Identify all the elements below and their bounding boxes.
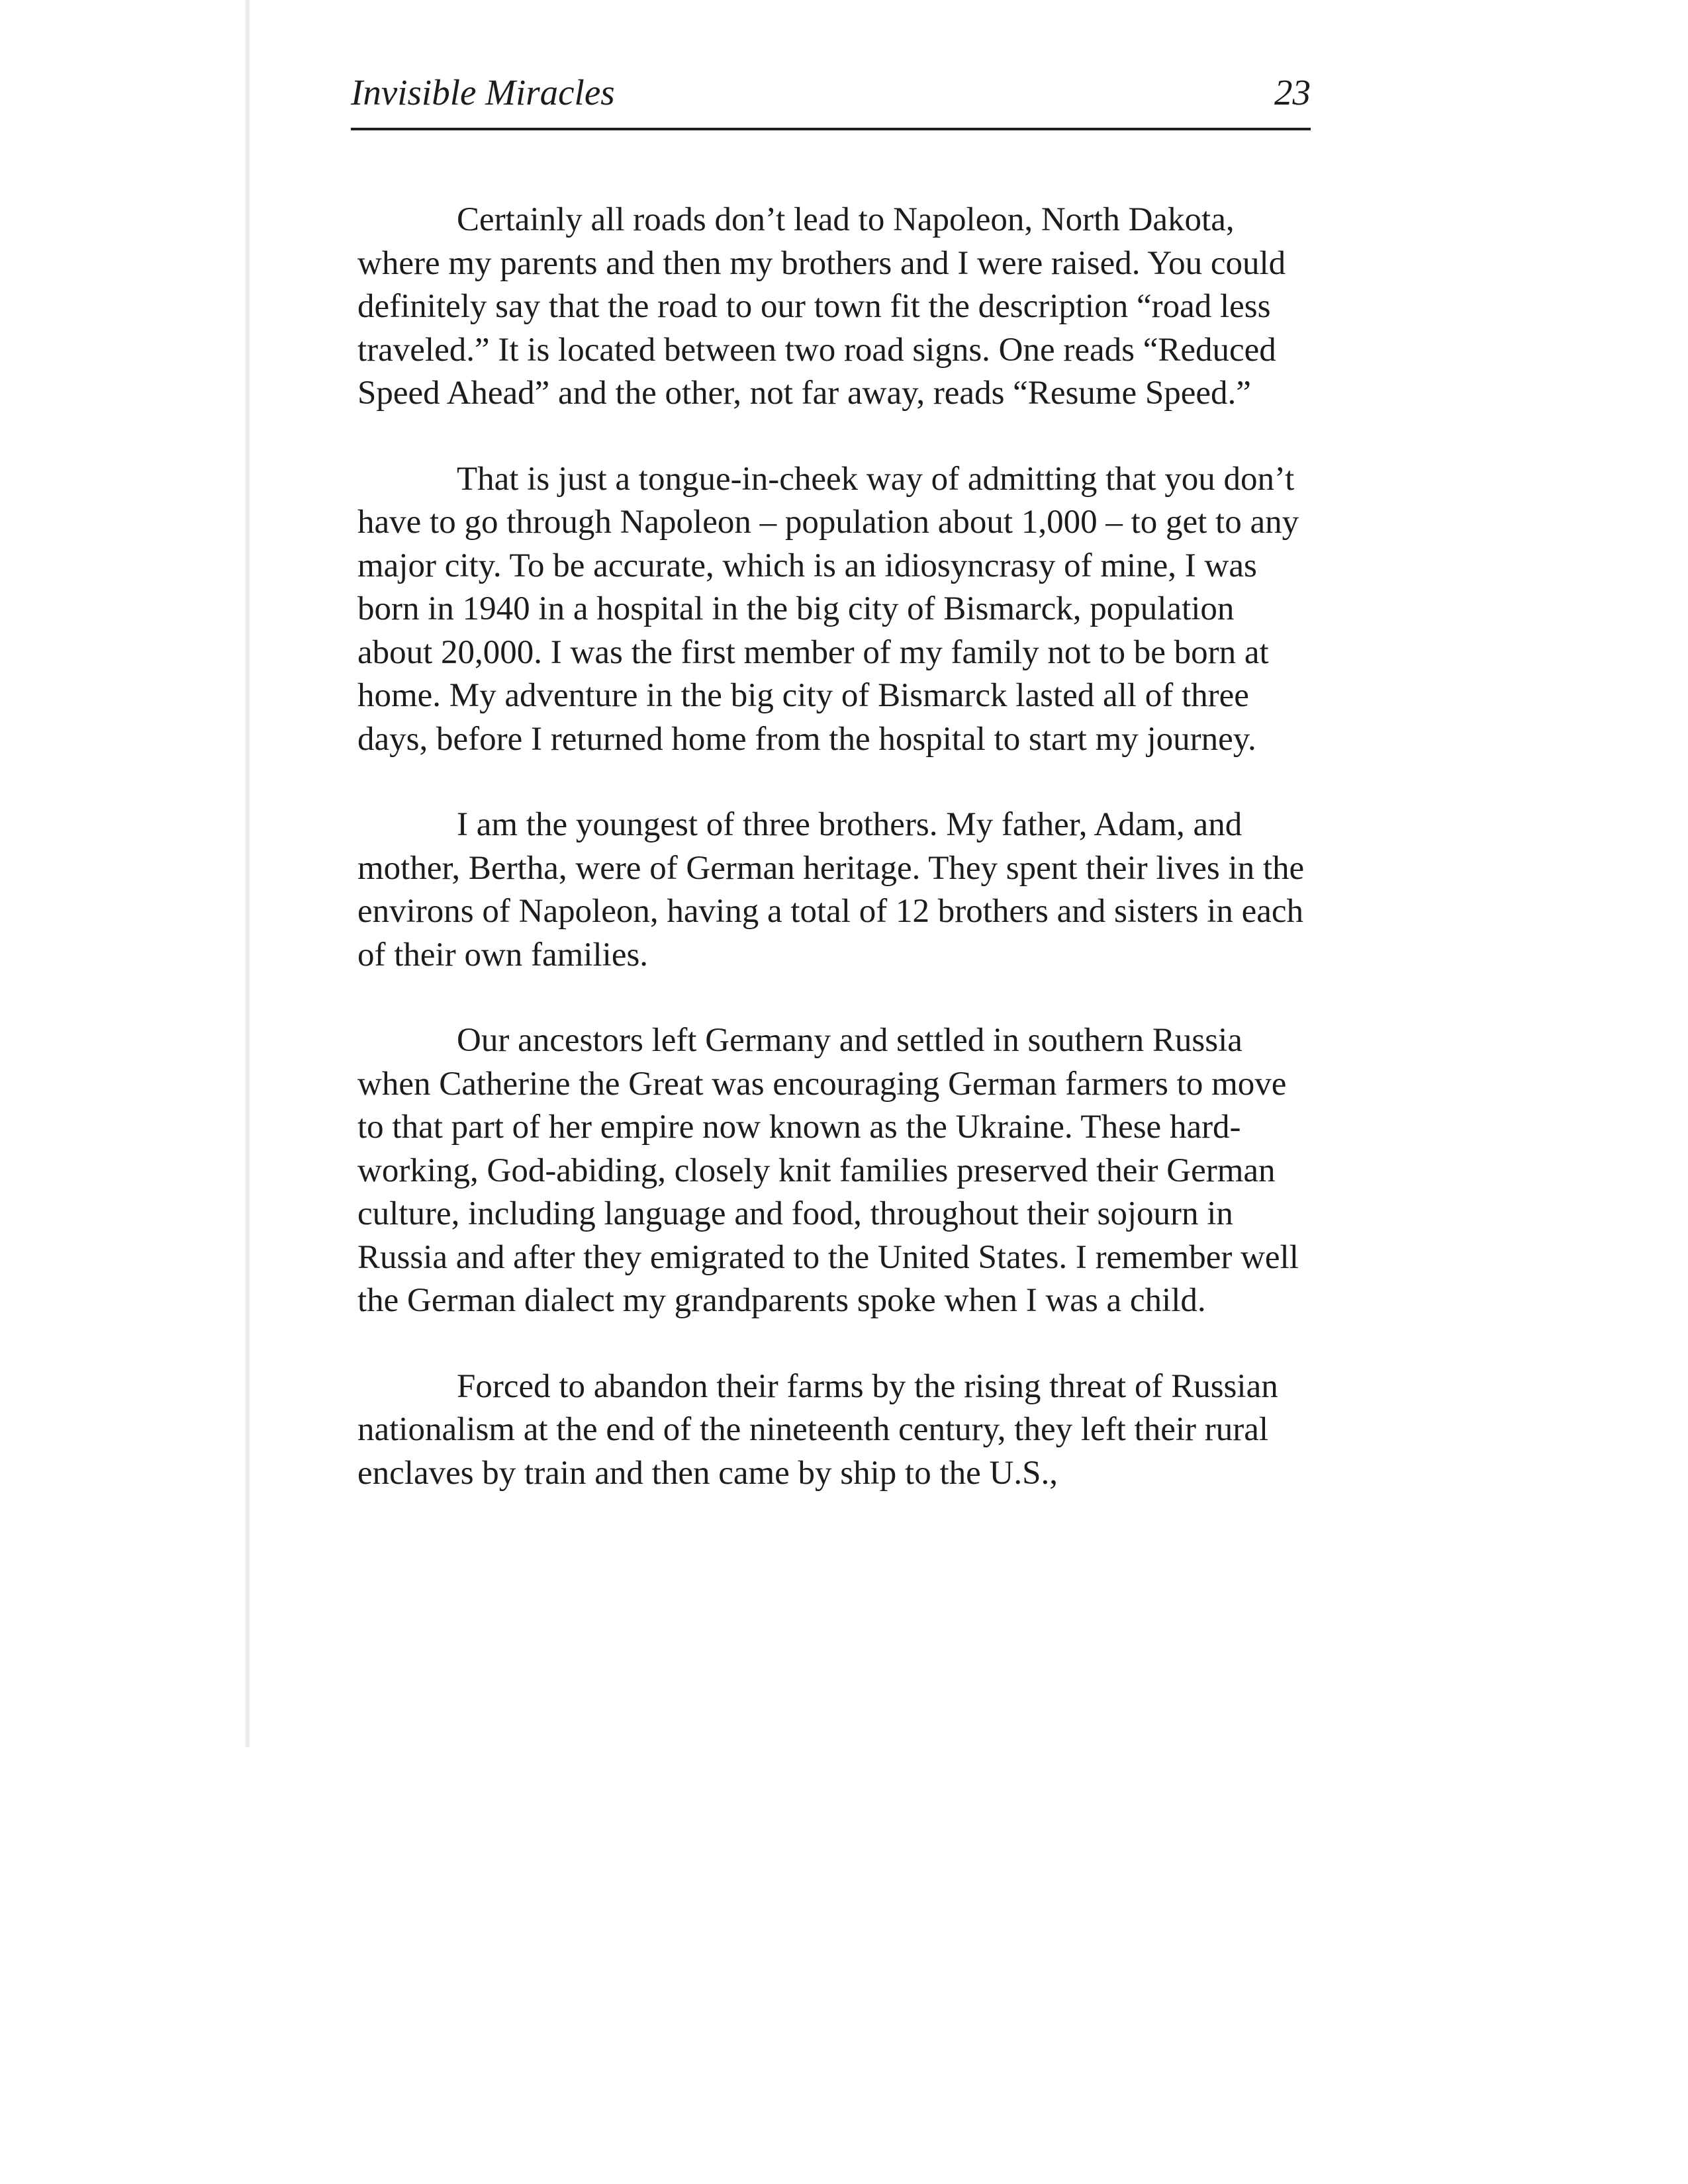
- body-text: [357, 199, 1311, 1537]
- book-title: Invisible Miracles: [351, 72, 615, 113]
- paragraph-ancestors: Our ancestors left Germany and settled in southern Russia when Catherine the Great was encouraging German farmers to move to that part of her empire now known as the Ukraine. These hard-working, God-abiding, closely knit families preserved their German culture, including language and food, throughout their sojourn in Russia and after they emigrated to the United States. I remember well the German dialect my grandparents spoke when I was a child.: [357, 1022, 1299, 1319]
- paragraph-emigration: Forced to abandon their farms by the rising threat of Russian nationalism at the end of the nineteenth century, they left their rural enclaves by train and then came by ship to the U.S.,: [357, 1367, 1278, 1492]
- paragraph-napoleon-roads: Certainly all roads don’t lead to Napoleon, North Dakota, where my parents and then my brothers and I were raised. You could definitely say that the road to our town fit the description “road less traveled.” It is located between two road signs. One reads “Reduced Speed Ahead” and the other, not far away, reads “Resume Speed.”: [357, 201, 1286, 412]
- page-number: 23: [1274, 72, 1311, 113]
- paragraph-family: I am the youngest of three brothers. My father, Adam, and mother, Bertha, were of German heritage. They spent their lives in the environs of Napoleon, having a total of 12 brothers and sisters in each of their own families.: [357, 806, 1305, 974]
- page-gutter-shadow: [245, 0, 250, 1747]
- running-header: [351, 69, 1311, 130]
- book-page: [351, 69, 1311, 1492]
- paragraph-birth-bismarck: That is just a tongue-in-cheek way of admitting that you don’t have to go through Napoleon – population about 1,000 – to get to any major city. To be accurate, which is an idiosyncrasy of mine, I was born in 1940 in a hospital in the big city of Bismarck, population about 20,000. I was the first member of my family not to be born at home. My adventure in the big city of Bismarck lasted all of three days, before I returned home from the hospital to start my journey.: [357, 460, 1299, 758]
